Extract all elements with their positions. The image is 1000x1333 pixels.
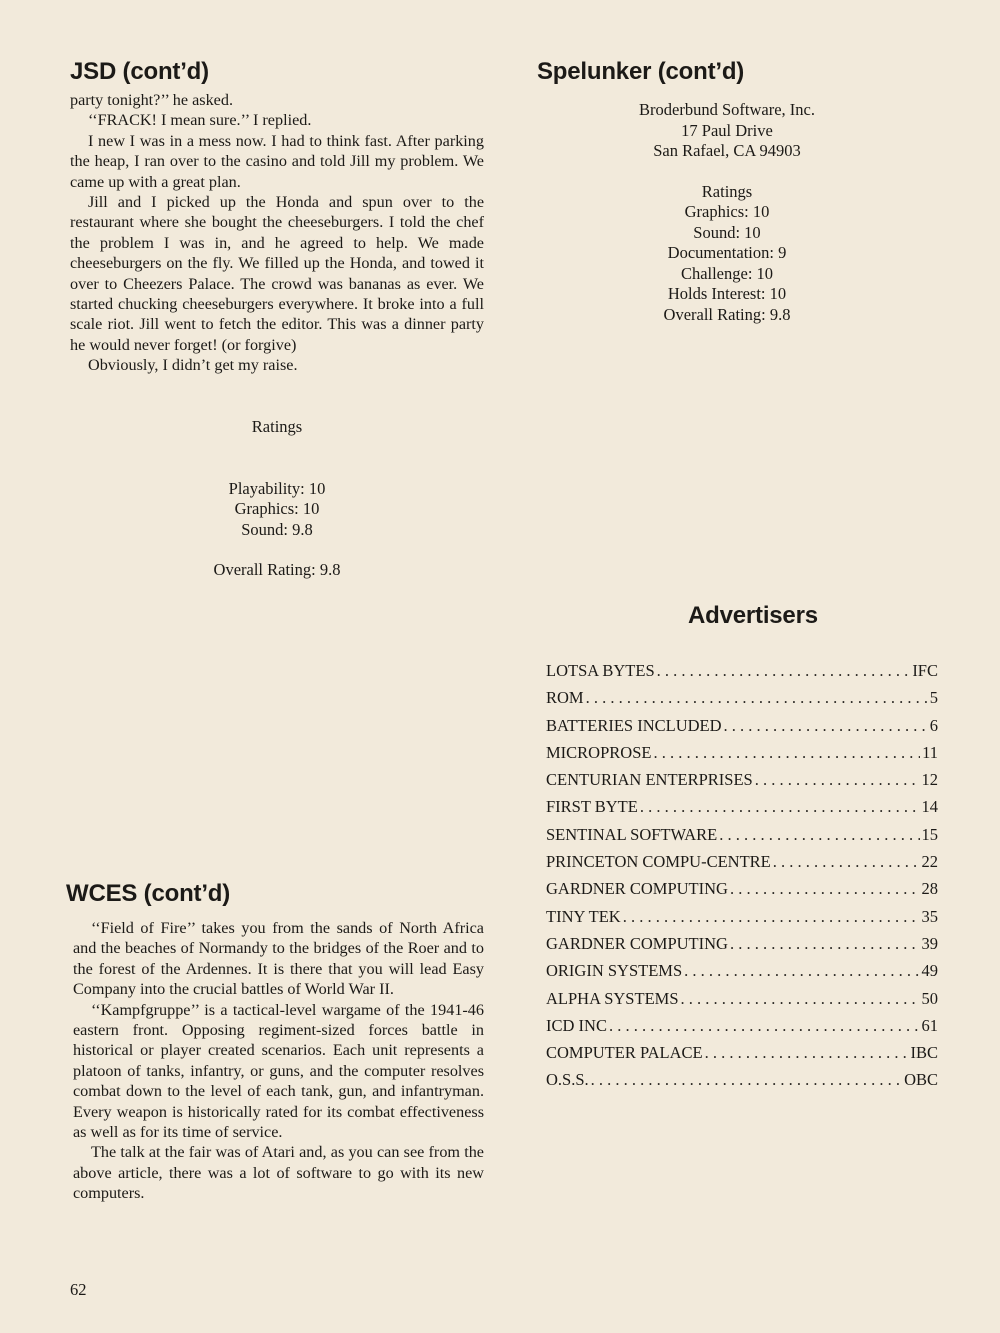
wces-article-text [73,918,484,1204]
spelunker-info [527,100,927,325]
advertiser-name: GARDNER COMPUTING [546,879,728,899]
advertiser-entry [546,988,938,1015]
advertiser-entry [546,878,938,905]
advertiser-name: SENTINAL SOFTWARE [546,824,718,844]
advertiser-page: IFC [912,661,938,680]
advertiser-entry [546,742,938,769]
wces-paragraph: The talk at the fair was of Atari and, as you can see from the above article, there was a lot of software to go with its new computers. [73,1143,484,1203]
advertiser-page: IBC [910,1043,938,1063]
advertiser-entry [546,715,938,742]
publisher-address-line: 17 Paul Drive [681,120,773,140]
jsd-rating-item: Playability: 10 [228,478,326,498]
advertiser-name: FIRST BYTE [546,797,638,817]
advertiser-entry [546,824,938,851]
advertiser-name: CENTURIAN ENTERPRISES [546,770,753,790]
advertiser-entry [546,660,938,687]
spelunker-rating-item: Challenge: 10 [680,263,774,283]
publisher-address-line: San Rafael, CA 94903 [653,141,801,160]
advertiser-name: COMPUTER PALACE [546,1043,703,1063]
advertisers-heading: Advertisers [688,602,818,629]
advertiser-entry [546,1069,938,1096]
spelunker-rating-item: Graphics: 10 [684,202,770,221]
advertiser-name: MICROPROSE [546,742,652,762]
jsd-ratings [70,417,484,581]
jsd-rating-item: Sound: 9.8 [241,519,313,539]
spelunker-rating-item: Sound: 10 [693,222,761,242]
advertiser-entry [546,933,938,960]
jsd-heading: JSD (cont’d) [70,58,209,85]
page-number: 62 [70,1280,87,1299]
advertiser-page: 49 [921,961,938,981]
jsd-rating-item: Graphics: 10 [234,499,320,518]
advertiser-name: TINY TEK [546,906,621,926]
advertiser-entry [546,687,938,714]
advertisers-index [546,660,938,1097]
spelunker-rating-item: Documentation: 9 [667,243,787,262]
advertiser-page: 11 [922,742,938,762]
advertiser-page: 12 [921,770,938,790]
advertiser-page: 39 [921,933,938,953]
advertiser-entry [546,851,938,878]
jsd-overall-rating: Overall Rating: 9.8 [213,560,341,579]
advertiser-name: ALPHA SYSTEMS [546,988,679,1008]
jsd-paragraph: Jill and I picked up the Honda and spun over to the restaurant where she bought the cheeseburgers. I told the chef the problem I was in, and he agreed to help. We made cheeseburgers on the fly. We filled up the Honda, and towed it over to Cheezers Palace. The crowd was bananas as ever. We started chucking cheeseburgers everywhere. It broke into a full scale riot. Jill went to fetch the editor. This was a dinner party he would never forget! (or forgive) [70,193,484,354]
jsd-ratings-title: Ratings [251,417,303,436]
advertiser-name: PRINCETON COMPU-CENTRE [546,852,771,872]
advertiser-entry [546,960,938,987]
advertiser-name: BATTERIES INCLUDED [546,715,722,735]
wces-heading: WCES (cont’d) [66,880,231,907]
advertiser-name: LOTSA BYTES [546,661,655,680]
advertiser-name: ORIGIN SYSTEMS [546,961,683,981]
spelunker-overall-rating: Overall Rating: 9.8 [663,304,791,324]
advertiser-page: 35 [921,906,938,926]
spelunker-rating-item: Holds Interest: 10 [667,284,787,303]
advertiser-page: 22 [921,852,938,872]
jsd-paragraph: party tonight?’’ he asked. [70,91,234,109]
advertiser-page: 5 [929,688,938,708]
jsd-paragraph: I new I was in a mess now. I had to think fast. After parking the heap, I ran over to the casino and told Jill my problem. We came up with a great plan. [70,131,484,191]
jsd-paragraph: Obviously, I didn’t get my raise. [88,356,298,375]
spelunker-ratings-title: Ratings [701,181,753,201]
advertiser-name: ICD INC [546,1015,607,1035]
jsd-paragraph: ‘‘FRACK! I mean sure.’’ I replied. [88,111,312,130]
advertiser-page: 28 [921,879,938,899]
advertiser-name: ROM [546,688,584,708]
advertiser-page: 61 [921,1015,938,1035]
advertiser-entry [546,906,938,933]
advertiser-name: O.S.S. [546,1070,589,1090]
advertiser-entry [546,1015,938,1042]
advertiser-page: 6 [929,715,938,735]
spelunker-heading: Spelunker (cont’d) [537,58,745,85]
advertiser-entry [546,796,938,823]
publisher-address-line: Broderbund Software, Inc. [639,100,815,119]
jsd-article-text [70,90,484,376]
advertiser-page: 15 [921,824,938,844]
wces-paragraph: ‘‘Field of Fire’’ takes you from the sands of North Africa and the beaches of Normandy to the bridges of the Roer and to the forest of the Ardennes. It is there that you will lead Easy Company into the crucial battles of World War II. [73,919,484,999]
advertiser-page: 50 [921,988,938,1008]
advertiser-entry [546,1042,938,1069]
advertiser-entry [546,769,938,796]
wces-paragraph: ‘‘Kampfgruppe’’ is a tactical-level wargame of the 1941-46 eastern front. Opposing regiment-sized forces battle in historical or player created scenarios. Each unit represents a platoon of tanks, infantry, or guns, and the computer resolves combat down to the level of each tank, gun, and infantryman. Every weapon is historically rated for its combat effectiveness as well as for its time of service. [73,1000,484,1142]
advertiser-page: 14 [921,797,938,817]
advertiser-name: GARDNER COMPUTING [546,933,728,953]
advertiser-page: OBC [904,1070,938,1090]
